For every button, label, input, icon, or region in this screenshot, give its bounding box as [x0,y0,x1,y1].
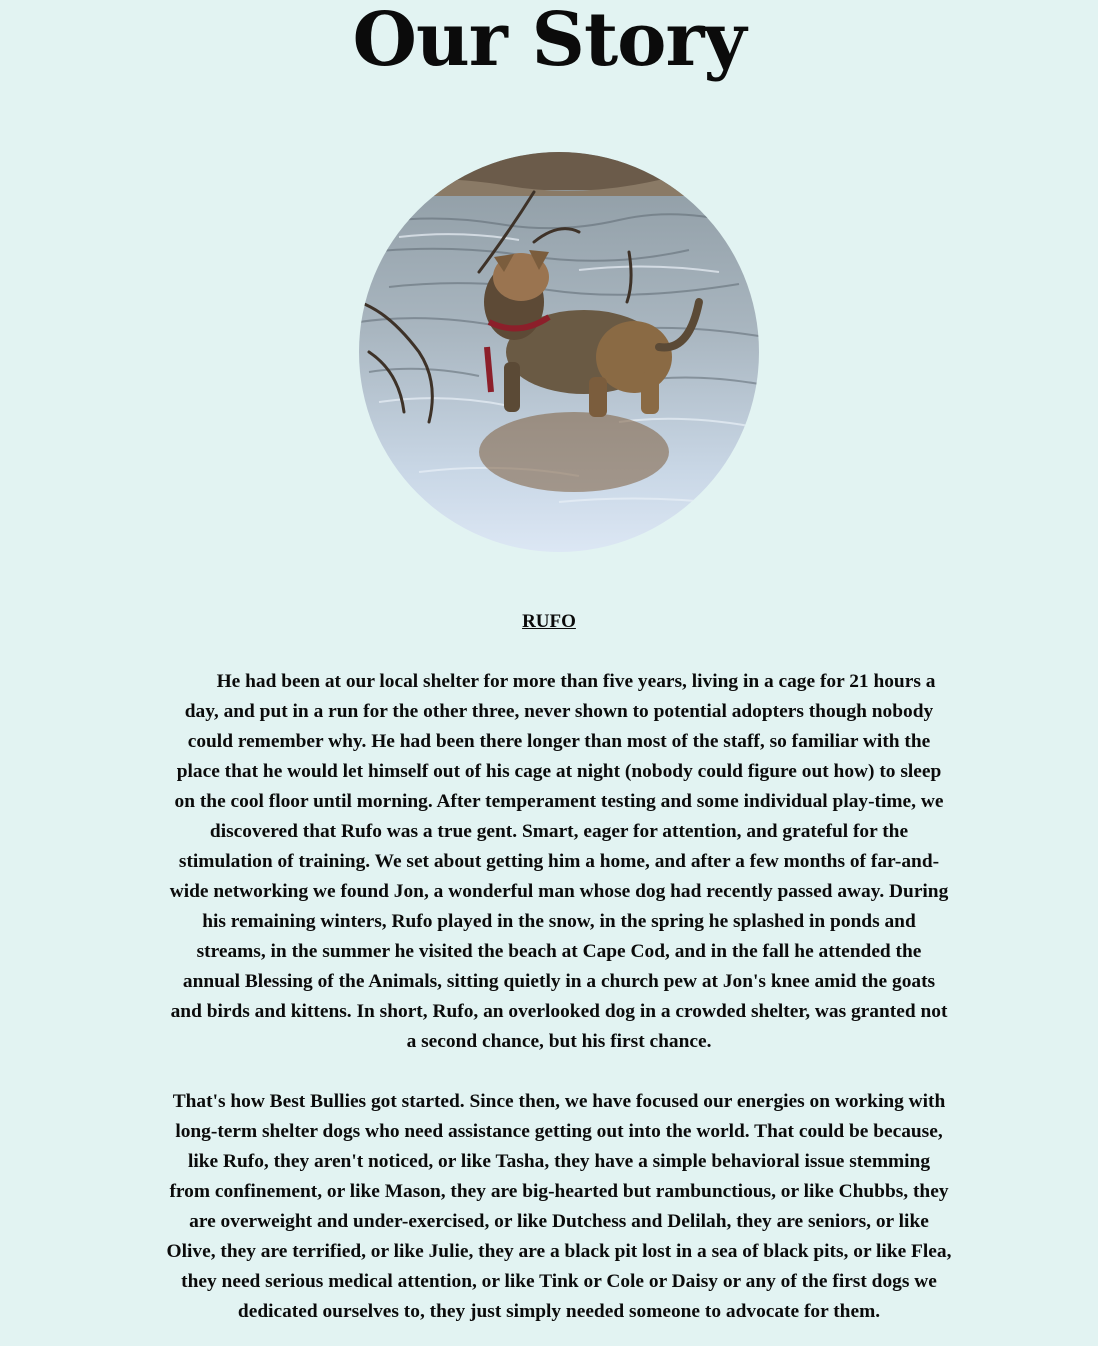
story-paragraph-1: He had been at our local shelter for more than five years, living in a cage for 21 hours a day, and put in a run for the other three, never shown to potential adopters though nobody could remember why. He had been there longer than most of the staff, so familiar with the place that he would let himself out of his cage at night (nobody could figure out how) to sleep on the cool floor until morning. After temperament testing and some individual play-time, we discovered that Rufo was a true gent. Smart, eager for attention, and grateful for the stimulation of training. We set about getting him a home, and after a few months of far-and-wide networking we found Jon, a wonderful man whose dog had recently passed away. During his remaining winters, Rufo played in the snow, in the spring he splashed in ponds and streams, in the summer he visited the beach at Cape Cod, and in the fall he attended the annual Blessing of the Animals, sitting quietly in a church pew at Jon's knee amid the goats and birds and kittens. In short, Rufo, an overlooked dog in a crowded shelter, was granted not a second chance, but his first chance. [169,671,949,1052]
page-title: Our Story [352,0,746,83]
dog-in-pond-photo [359,152,759,552]
story-paragraph-2: That's how Best Bullies got started. Since then, we have focused our energies on working with long-term shelter dogs who need assistance getting out into the world. That could be because, like Rufo, they aren't noticed, or like Tasha, they have a simple behavioral issue stemming from confinement, or like Mason, they are big-hearted but rambunctious, or like Chubbs, they are overweight and under-exercised, or like Dutchess and Delilah, they are seniors, or like Olive, they are terrified, or like Julie, they are a black pit lost in a sea of black pits, or like Flea, they need serious medical attention, or like Tink or Cole or Daisy or any of the first dogs we dedicated ourselves to, they just simply needed someone to advocate for them. [166,1091,952,1322]
dog-name-heading: RUFO [522,611,576,632]
